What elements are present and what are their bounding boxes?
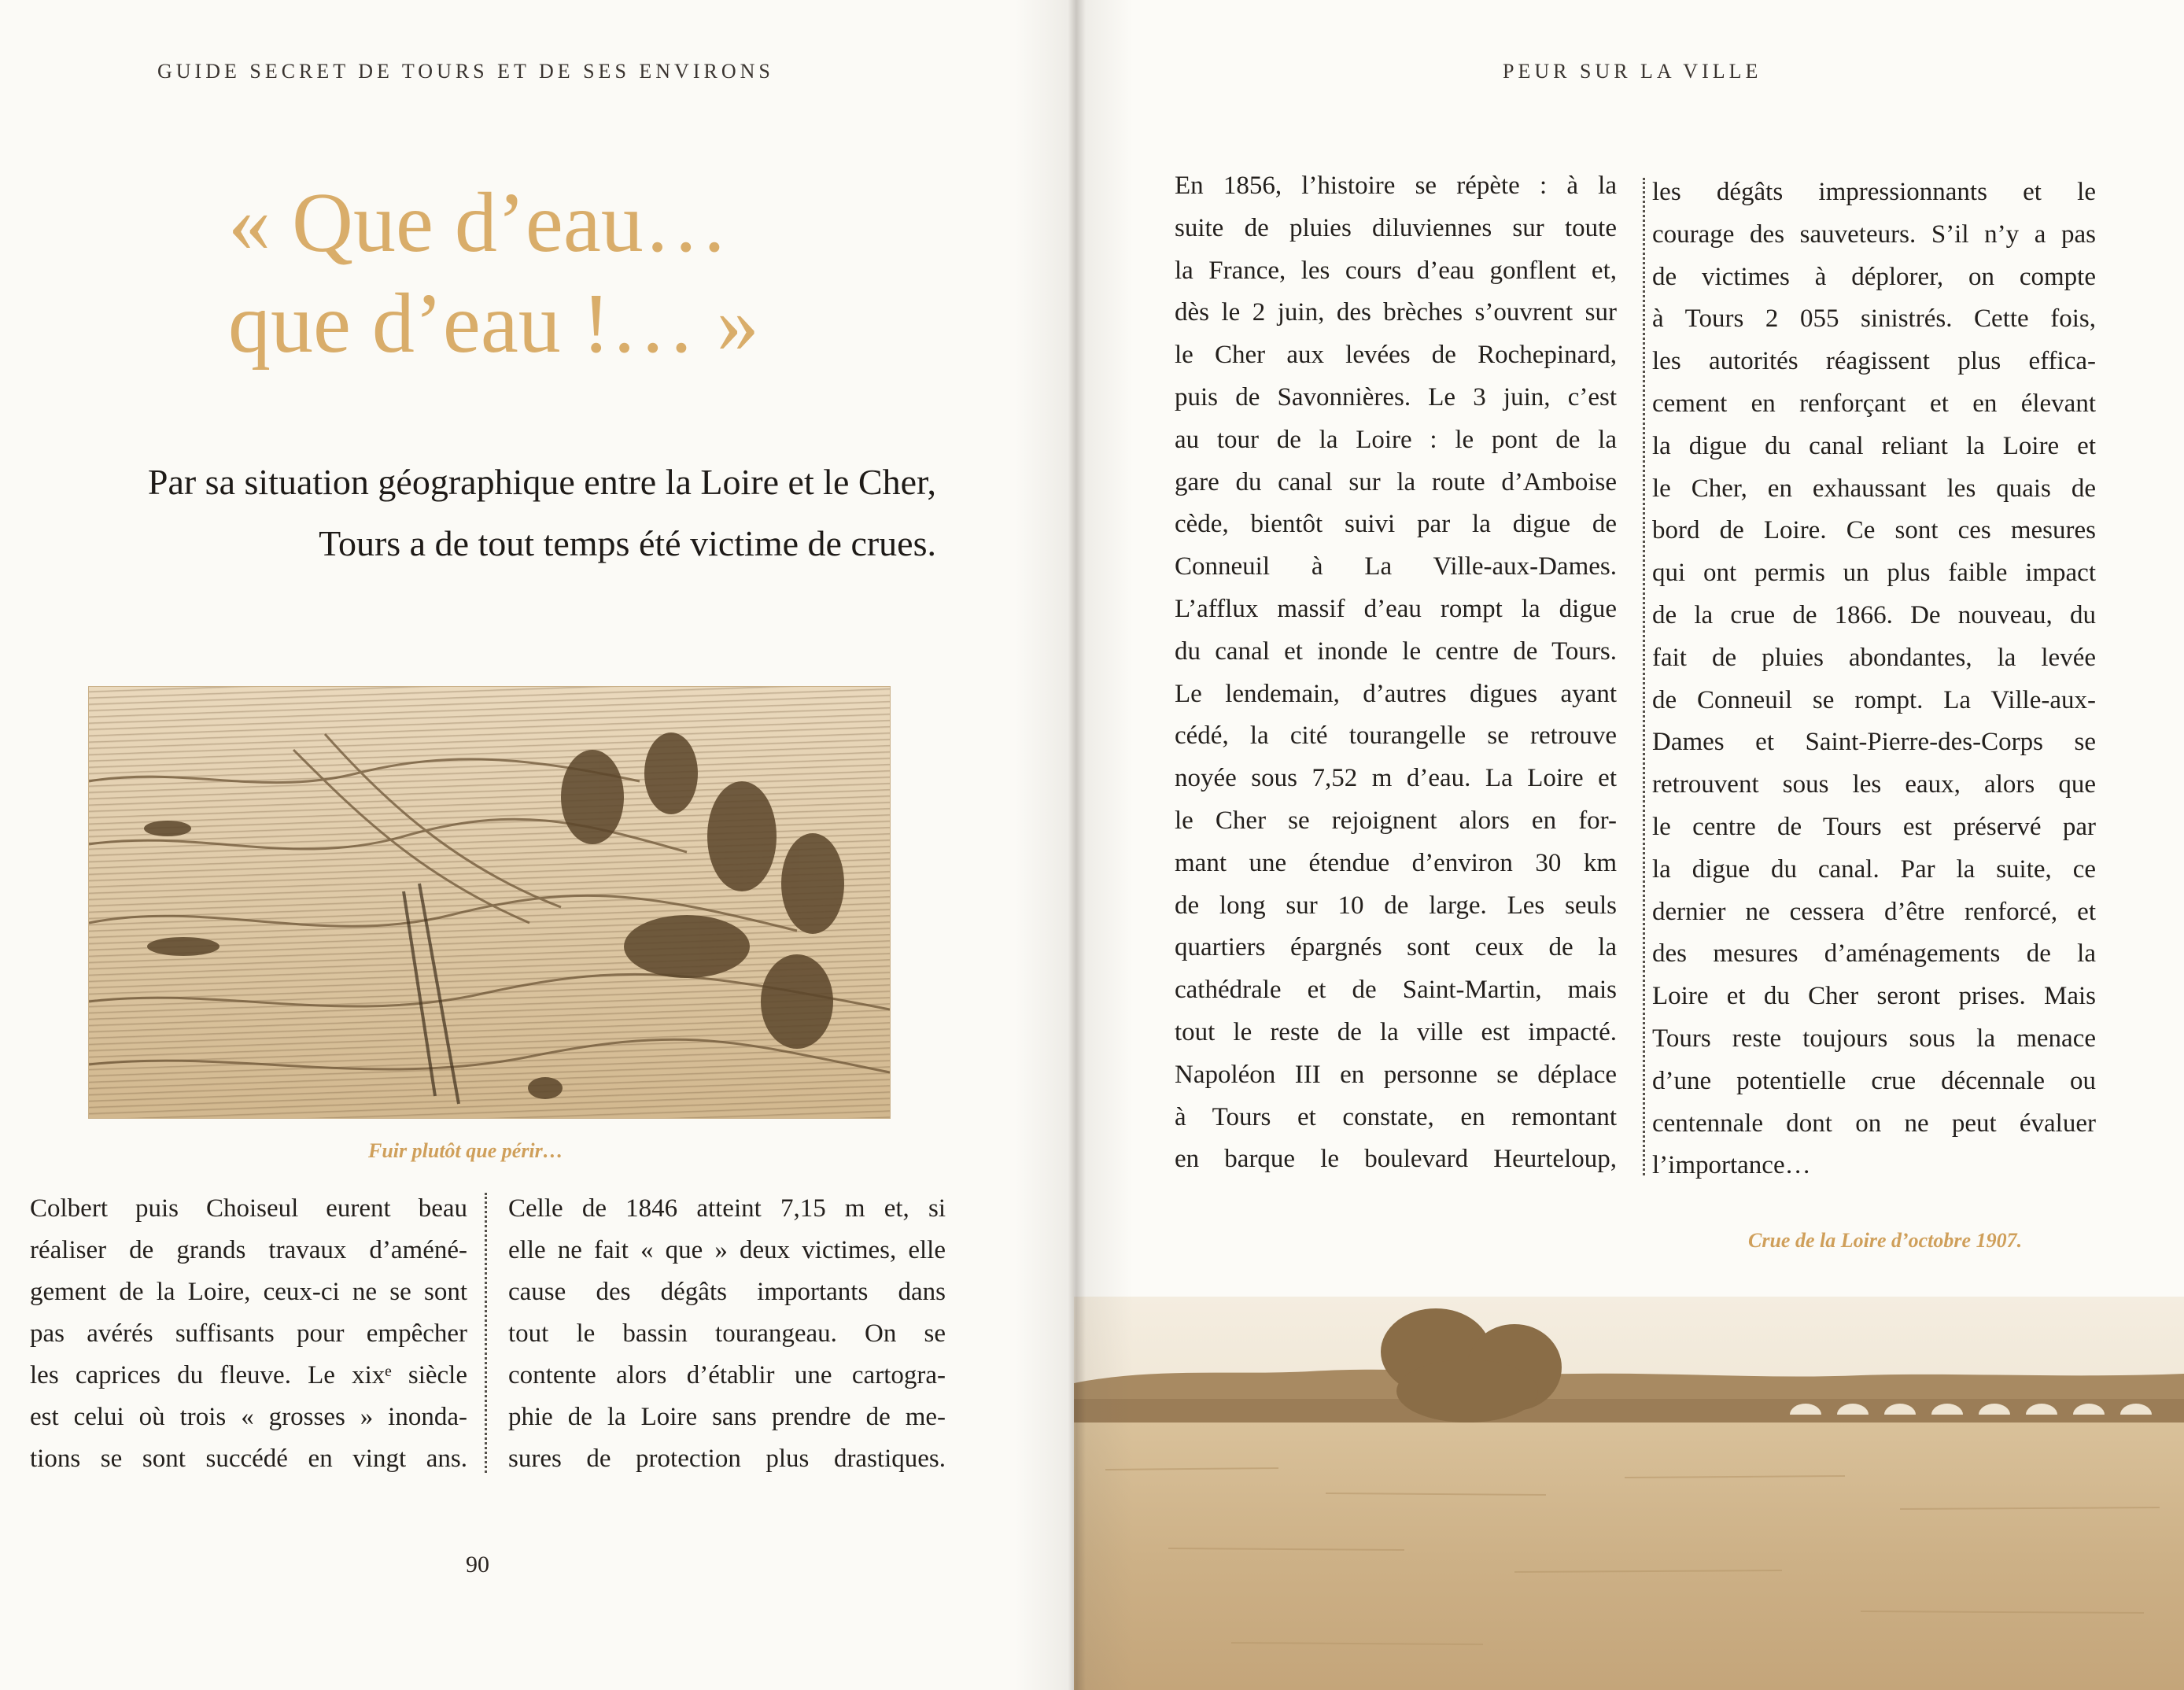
text-line: elle ne fait « que » deux victimes, elle (508, 1236, 946, 1264)
chapter-title (228, 173, 759, 375)
illustration-caption: Fuir plutôt que périr… (368, 1139, 563, 1162)
text-line: de victimes à déplorer, on compte (1652, 262, 2096, 291)
text-line: suite de pluies diluviennes sur toute (1175, 213, 1617, 242)
text-line: noyée sous 7,52 m d’eau. La Loire et (1175, 764, 1617, 793)
left-column-2 (508, 1188, 946, 1480)
text-line: retrouvent sous les eaux, alors que (1652, 770, 2096, 799)
right-column-1 (1175, 165, 1617, 1181)
page-number: 90 (466, 1552, 489, 1577)
text-line: la France, les cours d’eau gonflent et, (1175, 256, 1617, 285)
text-line: la digue du canal. Par la suite, ce (1652, 854, 2096, 884)
text-line: puis de Savonnières. Le 3 juin, c’est (1175, 382, 1617, 411)
left-column-1 (30, 1188, 467, 1480)
column-divider-left (485, 1193, 487, 1473)
photo-caption: Crue de la Loire d’octobre 1907. (1748, 1229, 2023, 1252)
text-line: gare du canal sur la route d’Amboise (1175, 467, 1617, 496)
text-line: du canal et inonde le centre de Tours. (1175, 637, 1617, 666)
text-line: bord de Loire. Ce sont ces mesures (1652, 516, 2096, 545)
text-line: cède, bientôt suivi par la digue de (1175, 510, 1617, 539)
text-line: d’une potentielle crue décennale ou (1652, 1066, 2096, 1095)
text-line: Le lendemain, d’autres digues ayant (1175, 679, 1617, 708)
text-line: fait de pluies abondantes, la levée (1652, 643, 2096, 672)
right-column-2 (1652, 172, 2096, 1187)
engraving-drawing (89, 687, 890, 1118)
running-head-left: GUIDE SECRET DE TOURS ET DE SES ENVIRONS (157, 60, 774, 83)
running-head-right: PEUR SUR LA VILLE (1503, 60, 1762, 83)
text-line: courage des sauveteurs. S’il n’y a pas (1652, 220, 2096, 249)
text-line: réaliser de grands travaux d’améné- (30, 1236, 467, 1264)
text-line: en barque le boulevard Heurteloup, (1175, 1145, 1617, 1174)
text-line: quartiers épargnés sont ceux de la (1175, 933, 1617, 962)
text-line: le Cher aux levées de Rochepinard, (1175, 341, 1617, 370)
text-line: tions se sont succédé en vingt ans. (30, 1445, 467, 1473)
text-line: Dames et Saint-Pierre-des-Corps se (1652, 728, 2096, 757)
flood-photograph-1907 (1074, 1297, 2184, 1690)
text-line: de long sur 10 de large. Les seuls (1175, 891, 1617, 920)
text-line: sures de protection plus drastiques. (508, 1445, 946, 1473)
text-line: mant une étendue d’environ 30 km (1175, 848, 1617, 877)
text-line: les dégâts impressionnants et le (1652, 178, 2096, 206)
photo-drawing (1074, 1297, 2184, 1690)
subtitle-line-1: Par sa situation géographique entre la Loire et le Cher, (147, 462, 936, 502)
text-line: tout le reste de la ville est impacté. (1175, 1017, 1617, 1046)
text-line: Napoléon III en personne se déplace (1175, 1060, 1617, 1089)
text-line: centennale dont on ne peut évaluer (1652, 1109, 2096, 1138)
text-line: à Tours et constate, en remontant (1175, 1102, 1617, 1131)
text-line: qui ont permis un plus faible impact (1652, 559, 2096, 588)
text-line: dès le 2 juin, des brèches s’ouvrent sur (1175, 298, 1617, 327)
text-line: dernier ne cessera d’être renforcé, et (1652, 897, 2096, 926)
text-line: Celle de 1846 atteint 7,15 m et, si (508, 1194, 946, 1223)
text-line: phie de la Loire sans prendre de me- (508, 1403, 946, 1431)
text-line: les autorités réagissent plus effica- (1652, 347, 2096, 376)
text-line: des mesures d’aménagements de la (1652, 939, 2096, 969)
text-line: Colbert puis Choiseul eurent beau (30, 1194, 467, 1223)
text-line: le Cher se rejoignent alors en for- (1175, 806, 1617, 835)
text-line: l’importance… (1652, 1151, 1811, 1180)
column-divider-right (1643, 178, 1645, 1175)
title-line-1: « Que d’eau… (228, 176, 729, 270)
text-line: les caprices du fleuve. Le xixᵉ siècle (30, 1361, 467, 1389)
text-line: cédé, la cité tourangelle se retrouve (1175, 721, 1617, 751)
chapter-subtitle (63, 452, 936, 574)
text-line: de la crue de 1866. De nouveau, du (1652, 600, 2096, 629)
text-line: cause des dégâts importants dans (508, 1278, 946, 1306)
subtitle-line-2: Tours a de tout temps été victime de crues. (319, 523, 936, 563)
text-line: tout le bassin tourangeau. On se (508, 1319, 946, 1348)
title-line-2: que d’eau !… » (228, 277, 759, 371)
text-line: est celui où trois « grosses » inonda- (30, 1403, 467, 1431)
text-line: Tours reste toujours sous la menace (1652, 1024, 2096, 1053)
flood-engraving-illustration (88, 686, 891, 1119)
text-line: la digue du canal reliant la Loire et (1652, 431, 2096, 460)
text-line: contente alors d’établir une cartogra- (508, 1361, 946, 1389)
left-page (0, 0, 1074, 1690)
text-line: En 1856, l’histoire se répète : à la (1175, 172, 1617, 200)
text-line: L’afflux massif d’eau rompt la digue (1175, 594, 1617, 623)
text-line: Conneuil à La Ville-aux-Dames. (1175, 552, 1617, 581)
text-line: Loire et du Cher seront prises. Mais (1652, 982, 2096, 1011)
text-line: cement en renforçant et en élevant (1652, 389, 2096, 418)
text-line: à Tours 2 055 sinistrés. Cette fois, (1652, 304, 2096, 334)
text-line: le Cher, en exhaussant les quais de (1652, 474, 2096, 503)
text-line: au tour de la Loire : le pont de la (1175, 425, 1617, 454)
text-line: gement de la Loire, ceux-ci ne se sont (30, 1278, 467, 1306)
text-line: de Conneuil se rompt. La Ville-aux- (1652, 685, 2096, 714)
text-line: pas avérés suffisants pour empêcher (30, 1319, 467, 1348)
text-line: le centre de Tours est préservé par (1652, 812, 2096, 841)
text-line: cathédrale et de Saint-Martin, mais (1175, 976, 1617, 1005)
